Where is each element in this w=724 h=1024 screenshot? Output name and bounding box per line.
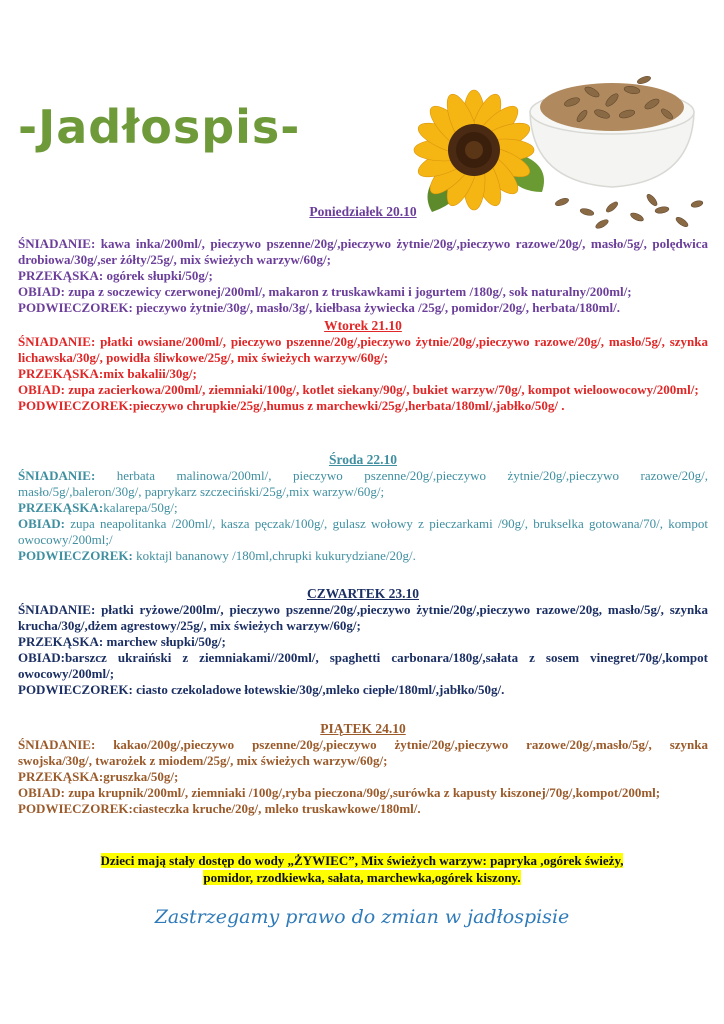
meal-snack: PRZEKĄSKA:mix bakalii/30g/;: [18, 366, 197, 381]
meal-lunch: OBIAD: zupa neapolitanka /200ml/, kasza pęczak/100g/, gulasz wołowy z pieczarkami /90g/, brukselka gotowana/70/, kompot owocowy/200ml;/: [18, 516, 708, 547]
meal-breakfast: ŚNIADANIE: kakao/200g/,pieczywo pszenne/20g/,pieczywo żytnie/20g/,pieczywo razowe/20g/,masło/5g/, szynka swojska/30g/, twarożek z miodem/25g/, mix świeżych warzyw/60g/;: [18, 737, 708, 768]
notice-line-2: pomidor, rzodkiewka, sałata, marchewka,ogórek kiszony.: [203, 870, 521, 885]
meal-afternoon: PODWIECZOREK:ciasteczka kruche/20g/, mleko truskawkowe/180ml/.: [18, 801, 421, 816]
meal-afternoon: PODWIECZOREK: pieczywo żytnie/30g/, masło/3g/, kiełbasa żywiecka /25g/, pomidor/20g/, herbata/180ml/.: [18, 300, 620, 315]
meal-afternoon: PODWIECZOREK: ciasto czekoladowe łotewskie/30g/,mleko ciepłe/180ml/,jabłko/50g/.: [18, 682, 505, 697]
meal-afternoon: PODWIECZOREK: koktajl bananowy /180ml,chrupki kukurydziane/20g/.: [18, 548, 416, 563]
day-heading: Wtorek 21.10: [324, 318, 402, 333]
meal-lunch: OBIAD:barszcz ukraiński z ziemniakami//200ml/, spaghetti carbonara/180g/,sałata z sosem vinegret/70g/,kompot owocowy/200ml/;: [18, 650, 708, 681]
meal-lunch: OBIAD: zupa z soczewicy czerwonej/200ml/, makaron z truskawkami i jogurtem /180g/, sok naturalny/200ml/;: [18, 284, 632, 299]
meal-lunch: OBIAD: zupa krupnik/200ml/, ziemniaki /100g/,ryba pieczona/90g/,surówka z kapusty kiszonej/70g/,kompot/200ml;: [18, 785, 661, 800]
day-heading: CZWARTEK 23.10: [306, 586, 420, 601]
meal-afternoon: PODWIECZOREK:pieczywo chrupkie/25g/,humus z marchewki/25g/,herbata/180ml/,jabłko/50g/ .: [18, 398, 565, 413]
water-notice: [60, 852, 664, 886]
meal-snack: PRZEKĄSKA:kalarepa/50g/;: [18, 500, 178, 515]
meal-snack: PRZEKĄSKA: marchew słupki/50g/;: [18, 634, 226, 649]
day-tuesday: [18, 318, 708, 414]
meal-lunch: OBIAD: zupa zacierkowa/200ml/, ziemniaki/100g/, kotlet siekany/90g/, bukiet warzyw/70g/, kompot wieloowocowy/200ml/;: [18, 382, 699, 397]
meal-breakfast: ŚNIADANIE: płatki owsiane/200ml/, pieczywo pszenne/20g/,pieczywo żytnie/20g/,pieczywo razowe/20g/, masło/5g/, szynka lichawska/30g/, powidła śliwkowe/25g/, mix świeżych warzyw/60g/;: [18, 334, 708, 365]
meal-breakfast: ŚNIADANIE: herbata malinowa/200ml/, pieczywo pszenne/20g/,pieczywo żytnie/20g/,pieczywo razowe/20g/, masło/5g/,baleron/30g/, paprykarz szczeciński/25g/,mix warzyw/60g/;: [18, 468, 708, 499]
day-thursday: [18, 586, 708, 698]
day-heading: Środa 22.10: [328, 452, 397, 467]
day-heading: PIĄTEK 24.10: [320, 721, 406, 736]
footer-disclaimer: Zastrzegamy prawo do zmian w jadłospisie: [154, 906, 570, 928]
meal-breakfast: ŚNIADANIE: płatki ryżowe/200lm/, pieczywo pszenne/20g/,pieczywo żytnie/20g/,pieczywo razowe/20g, masło/5g/, szynka krucha/30g/,dżem agrestowy/25g/, mix świeżych warzyw/60g/;: [18, 602, 708, 633]
day-heading: Poniedziałek 20.10: [309, 204, 417, 219]
notice-line-1: Dzieci mają stały dostęp do wody „ŻYWIEC”, Mix świeżych warzyw: papryka ,ogórek świeży,: [100, 853, 624, 868]
meal-snack: PRZEKĄSKA:gruszka/50g/;: [18, 769, 179, 784]
day-monday: [18, 204, 708, 316]
day-friday: [18, 721, 708, 817]
day-wednesday: [18, 452, 708, 564]
meal-breakfast: ŚNIADANIE: kawa inka/200ml/, pieczywo pszenne/20g/,pieczywo żytnie/20g/,pieczywo razowe/20g/, masło/5g/, polędwica drobiowa/30g/,ser żółty/25g/, mix świeżych warzyw/60g/;: [18, 236, 708, 267]
meal-snack: PRZEKĄSKA: ogórek słupki/50g/;: [18, 268, 213, 283]
page-title: -Jadłospis-: [18, 100, 301, 154]
